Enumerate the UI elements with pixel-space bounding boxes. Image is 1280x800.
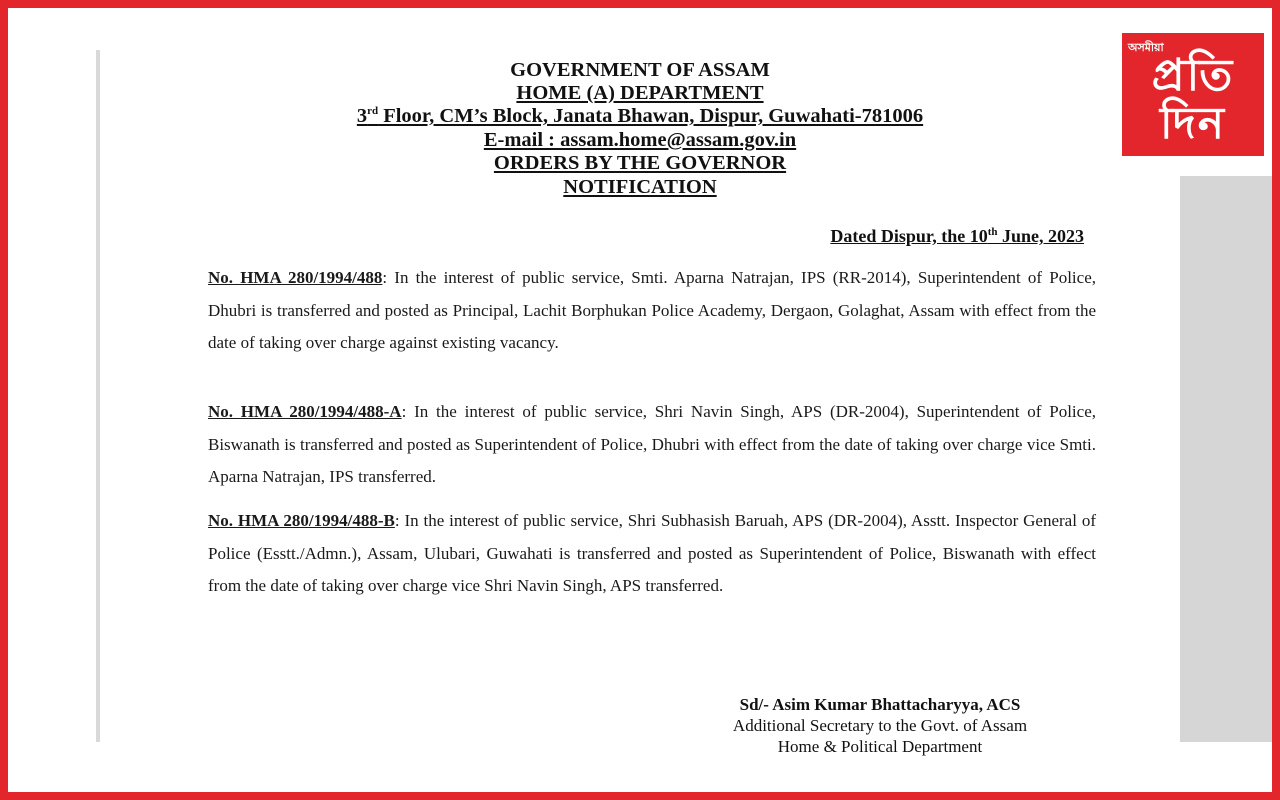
- logo-line-1: প্ৰতি: [1151, 50, 1235, 101]
- header-orders: ORDERS BY THE GOVERNOR: [493, 152, 787, 174]
- notification-date: [640, 226, 1084, 247]
- order-text: : In the interest of public service, Shri Subhasish Baruah, APS (DR-2004), Asstt. Inspector General of Police (Esstt./Admn.), Assam, Ulubari, Guwahati is transferred and posted as Superintendent of Police, Biswanath with effect from the date of taking over charge vice Shri Navin Singh, APS transferred.: [208, 511, 1096, 595]
- header-notification: NOTIFICATION: [563, 176, 717, 198]
- order-reference: No. HMA 280/1994/488-A: [208, 402, 402, 421]
- order-paragraph: [208, 396, 1096, 494]
- order-text: : In the interest of public service, Smti. Aparna Natrajan, IPS (RR-2014), Superintendent of Police, Dhubri is transferred and posted as Principal, Lachit Borphukan Police Academy, Dergaon, Golaghat, Assam with effect from the date of taking over charge against existing vacancy.: [208, 268, 1096, 352]
- right-shadow-panel: [1180, 176, 1272, 742]
- brand-logo: [1122, 33, 1264, 156]
- logo-small-text: অসমীয়া: [1128, 41, 1164, 54]
- signature-block: [680, 694, 1080, 746]
- bottom-margin: [8, 742, 1272, 792]
- date-suffix-sup: th: [987, 226, 998, 238]
- order-reference: No. HMA 280/1994/488: [208, 268, 383, 287]
- signatory-department: [680, 736, 1080, 746]
- header-address: [260, 105, 1020, 128]
- date-suffix: June, 2023: [997, 226, 1084, 246]
- date-prefix: Dated Dispur, the 10: [830, 226, 988, 246]
- header-government: GOVERNMENT OF ASSAM: [510, 59, 770, 81]
- signatory-name: Sd/- Asim Kumar Bhattacharyya, ACS: [739, 695, 1021, 714]
- address-rest: Floor, CM’s Block, Janata Bhawan, Dispur, Guwahati-781006: [378, 105, 924, 127]
- left-margin: [8, 8, 96, 792]
- order-reference: No. HMA 280/1994/488-B: [208, 511, 395, 530]
- address-floor-suffix: rd: [367, 105, 379, 118]
- signatory-designation: Additional Secretary to the Govt. of Assam: [732, 716, 1028, 735]
- logo-line-2: দিন: [1160, 98, 1226, 149]
- address-floor: 3: [356, 105, 368, 127]
- order-paragraph: [208, 505, 1096, 603]
- header-email: E-mail : assam.home@assam.gov.in: [483, 129, 797, 151]
- order-paragraph: [208, 262, 1096, 360]
- header-department: HOME (A) DEPARTMENT: [516, 82, 764, 104]
- order-text: : In the interest of public service, Shri Navin Singh, APS (DR-2004), Superintendent of Police, Biswanath is transferred and posted as Superintendent of Police, Dhubri with effect from the date of taking over charge vice Smti. Aparna Natrajan, IPS transferred.: [208, 402, 1096, 486]
